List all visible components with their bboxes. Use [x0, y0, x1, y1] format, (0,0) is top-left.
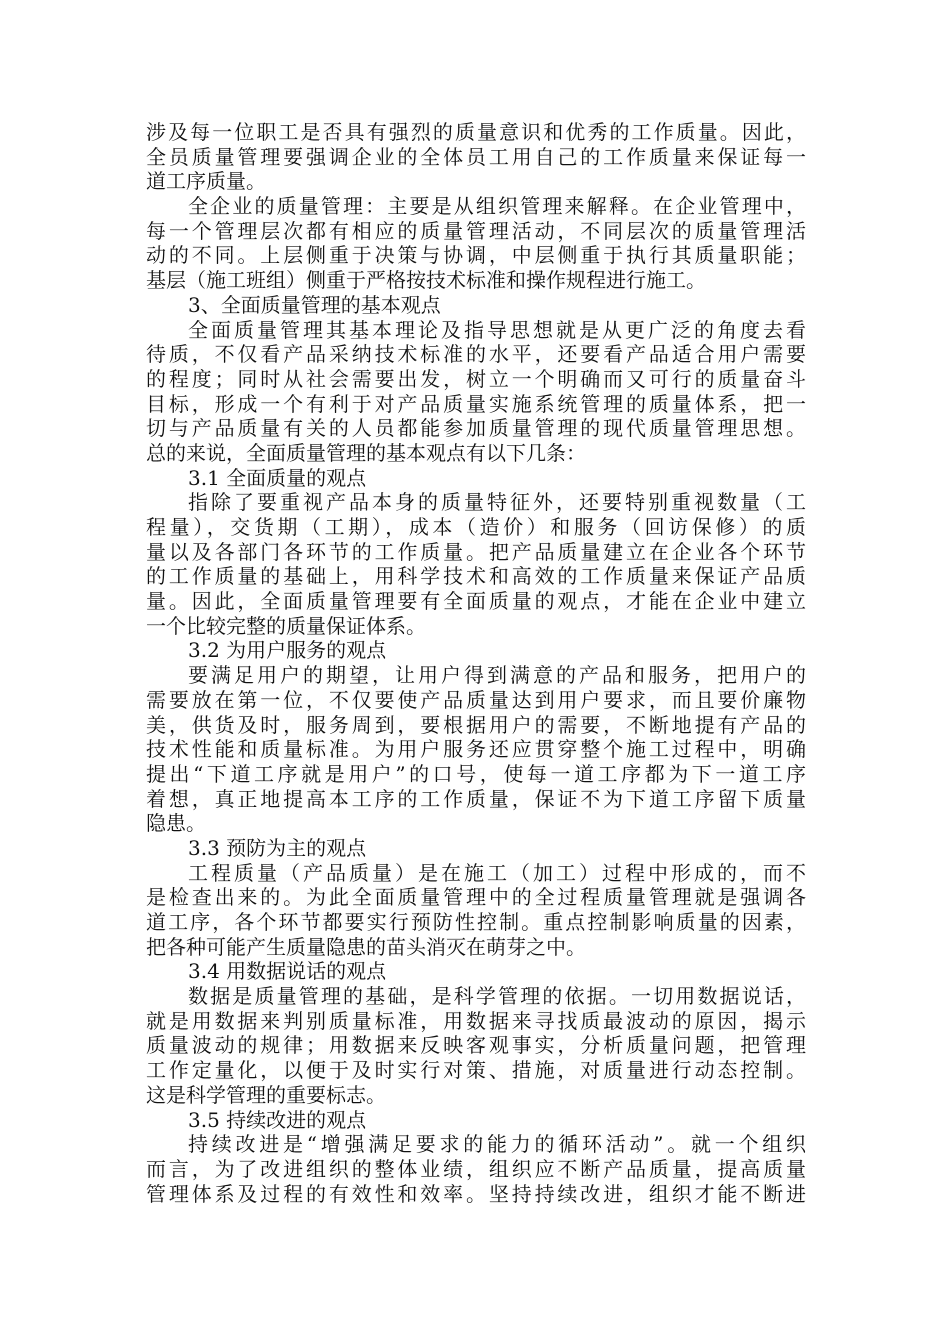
text-line: 隐患。 — [146, 811, 206, 836]
text-line: 道工序，各个环节都要实行预防性控制。重点控制影响质量的因素， — [146, 910, 806, 934]
paragraph-first-line: 持续改进是“增强满足要求的能力的循环活动”。就一个组织 — [188, 1132, 806, 1157]
paragraph-first-line: 工程质量（产品质量）是在施工（加工）过程中形成的，而不 — [188, 860, 806, 885]
text-line: 而言，为了改进组织的整体业绩，组织应不断产品质量，提高质量 — [146, 1156, 806, 1181]
section-heading-3-5: 3.5 持续改进的观点 — [188, 1107, 367, 1132]
text-line: 道工序质量。 — [146, 169, 266, 194]
text-line: 基层（施工班组）侧重于严格按技术标准和操作规程进行施工。 — [146, 268, 706, 293]
text-line: 提出“下道工序就是用户”的口号，使每一道工序都为下一道工序 — [146, 761, 806, 786]
text-line: 工作定量化，以便于及时实行对策、措施，对质量进行动态控制。 — [146, 1058, 806, 1083]
text-line: 目标，形成一个有利于对产品质量实施系统管理的质量体系，把一 — [146, 391, 806, 416]
section-heading-3: 3、全面质量管理的基本观点 — [188, 292, 441, 317]
text-line: 把各种可能产生质量隐患的苗头消灭在萌芽之中。 — [146, 934, 586, 959]
text-line: 程量），交货期（工期），成本（造价）和服务（回访保修）的质 — [146, 515, 806, 539]
paragraph-first-line: 全面质量管理其基本理论及指导思想就是从更广泛的角度去看 — [188, 317, 806, 342]
text-line: 技术性能和质量标准。为用户服务还应贯穿整个施工过程中，明确 — [146, 737, 806, 762]
section-heading-3-3: 3.3 预防为主的观点 — [188, 835, 367, 860]
text-line: 着想，真正地提高本工序的工作质量，保证不为下道工序留下质量 — [146, 786, 806, 811]
text-line: 总的来说，全面质量管理的基本观点有以下几条： — [146, 440, 586, 465]
text-line: 需要放在第一位，不仅要使产品质量达到用户要求，而且要价廉物 — [146, 687, 806, 712]
paragraph-first-line: 指除了要重视产品本身的质量特征外，还要特别重视数量（工 — [188, 490, 806, 515]
document-body — [146, 120, 806, 1206]
text-line: 质量波动的规律；用数据来反映客观事实，分析质量问题，把管理 — [146, 1033, 806, 1058]
section-heading-3-4: 3.4 用数据说话的观点 — [188, 959, 387, 984]
text-line: 就是用数据来判别质量标准，用数据来寻找质最波动的原因，揭示 — [146, 1008, 806, 1033]
text-line: 切与产品质量有关的人员都能参加质量管理的现代质量管理思想。 — [146, 416, 806, 441]
text-line: 这是科学管理的重要标志。 — [146, 1082, 386, 1107]
text-line: 管理体系及过程的有效性和效率。坚持持续改进，组织才能不断进 — [146, 1181, 806, 1206]
text-line: 全员质量管理要强调企业的全体员工用自己的工作质量来保证每一 — [146, 144, 806, 169]
text-line: 每一个管理层次都有相应的质量管理活动，不同层次的质量管理活 — [146, 218, 806, 243]
text-line: 是检查出来的。为此全面质量管理中的全过程质量管理就是强调各 — [146, 885, 806, 910]
text-line: 的程度；同时从社会需要出发，树立一个明确而又可行的质量奋斗 — [146, 366, 806, 391]
paragraph-first-line: 全企业的质量管理：主要是从组织管理来解释。在企业管理中， — [188, 194, 806, 219]
text-line: 涉及每一位职工是否具有强烈的质量意识和优秀的工作质量。因此， — [146, 120, 806, 144]
text-line: 量以及各部门各环节的工作质量。把产品质量建立在企业各个环节 — [146, 539, 806, 564]
text-line: 待质，不仅看产品采纳技术标准的水平，还要看产品适合用户需要 — [146, 342, 806, 367]
text-line: 动的不同。上层侧重于决策与协调，中层侧重于执行其质量职能； — [146, 243, 806, 268]
section-heading-3-2: 3.2 为用户服务的观点 — [188, 638, 387, 663]
text-line: 的工作质量的基础上，用科学技术和高效的工作质量来保证产品质 — [146, 564, 806, 589]
text-line: 美，供货及时，服务周到，要根据用户的需要，不断地提有产品的 — [146, 712, 806, 737]
text-line: 一个比较完整的质量保证体系。 — [146, 613, 426, 638]
section-heading-3-1: 3.1 全面质量的观点 — [188, 465, 367, 490]
paragraph-first-line: 数据是质量管理的基础，是科学管理的依据。一切用数据说话， — [188, 984, 806, 1009]
text-line: 量。因此，全面质量管理要有全面质量的观点，才能在企业中建立 — [146, 589, 806, 614]
paragraph-first-line: 要满足用户的期望，让用户得到满意的产品和服务，把用户的 — [188, 663, 806, 688]
